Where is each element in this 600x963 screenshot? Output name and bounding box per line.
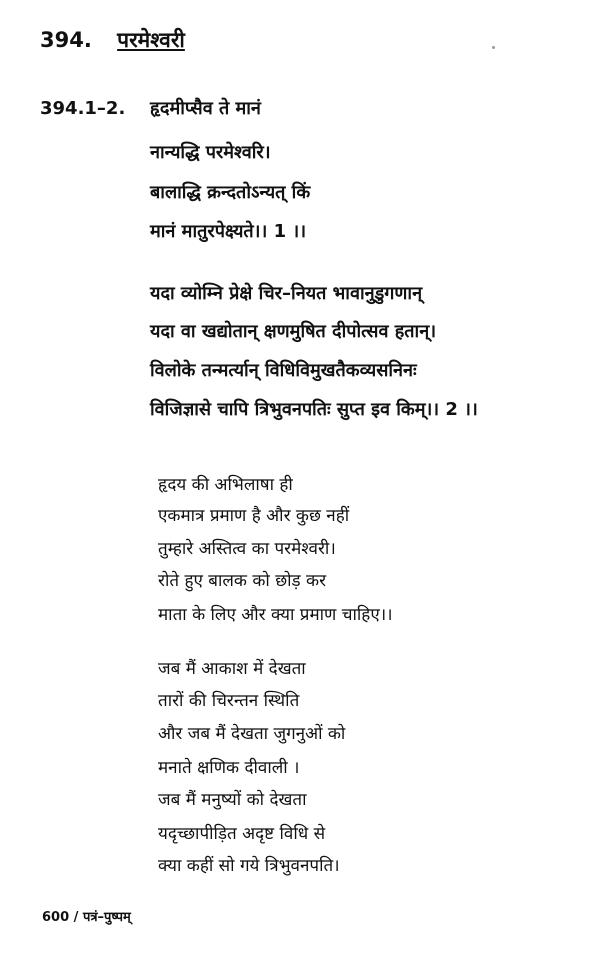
page-number: 600 — [42, 910, 70, 925]
sanskrit-line: विजिज्ञासे चापि त्रिभुवनपतिः सुप्त इव किम्।। 2 ।। — [150, 399, 478, 420]
sanskrit-line: यदा व्योम्नि प्रेक्षे चिर–नियत भावानुडुगणान् — [150, 283, 423, 304]
footer-separator: / — [73, 910, 79, 925]
translation-line: क्या कहीं सो गये त्रिभुवनपति। — [158, 856, 340, 876]
section-heading — [40, 26, 185, 54]
sanskrit-line: बालाद्धि क्रन्दतोऽन्यत् किं — [150, 182, 311, 203]
page-footer — [42, 907, 131, 925]
translation-line: यदृच्छापीड़ित अदृष्ट विधि से — [158, 824, 326, 844]
translation-line: हृदय की अभिलाषा ही — [158, 475, 293, 495]
translation-line: तारों की चिरन्तन स्थिति — [158, 691, 300, 711]
translation-line: मनाते क्षणिक दीवाली । — [158, 758, 300, 778]
translation-line: माता के लिए और क्या प्रमाण चाहिए।। — [158, 605, 393, 625]
section-number: 394. — [40, 28, 92, 52]
sanskrit-line: मानं मातुरपेक्ष्यते।। 1 ।। — [150, 221, 307, 242]
translation-line: और जब मैं देखता जुगनुओं को — [158, 724, 346, 744]
speck — [492, 46, 495, 49]
translation-line: रोते हुए बालक को छोड़ कर — [158, 571, 327, 591]
verse-number: 394.1–2. — [40, 98, 126, 119]
sanskrit-line: हृदमीप्सैव ते मानं — [150, 98, 261, 119]
translation-line: तुम्हारे अस्तित्व का परमेश्वरी। — [158, 539, 336, 559]
translation-line: एकमात्र प्रमाण है और कुछ नहीं — [158, 506, 350, 526]
translation-line: जब मैं आकाश में देखता — [158, 659, 306, 679]
section-title: परमेश्वरी — [117, 28, 185, 52]
book-title: पत्रं–पुष्पम् — [82, 910, 131, 925]
sanskrit-line: नान्यद्धि परमेश्वरि। — [150, 142, 271, 163]
translation-line: जब मैं मनुष्यों को देखता — [158, 790, 307, 810]
sanskrit-line: विलोके तन्मर्त्यान् विधिविमुखतैकव्यसनिनः — [150, 360, 417, 381]
sanskrit-line: यदा वा खद्योतान् क्षणमुषित दीपोत्सव हतान्। — [150, 321, 437, 342]
